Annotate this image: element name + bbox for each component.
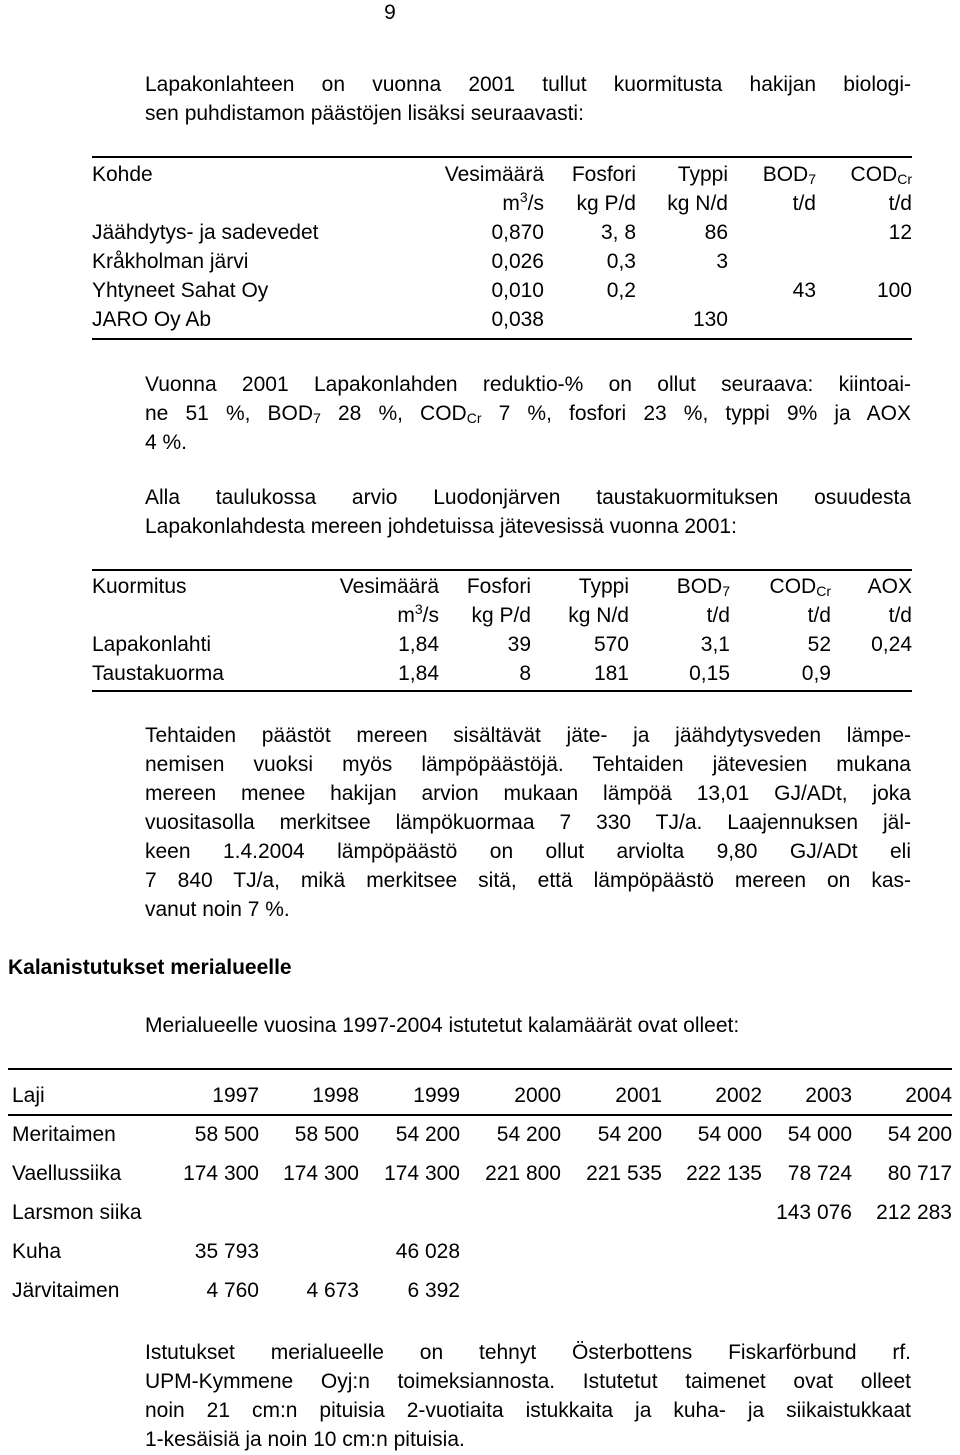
page-number: 9: [384, 1, 396, 24]
background-intro-line: Alla taulukossa arvio Luodonjärven taustakuormituksen osuudesta: [145, 486, 911, 509]
table-cell: 0,026: [491, 250, 544, 273]
table-cell: 0,870: [491, 221, 544, 244]
bod-label: BOD: [762, 163, 809, 186]
table-cell: Järvitaimen: [12, 1279, 120, 1302]
table-cell: 221 800: [485, 1162, 561, 1185]
table-cell: 1,84: [398, 662, 439, 685]
column-header: 2001: [615, 1084, 662, 1107]
table-cell: 6 392: [407, 1279, 460, 1302]
closing-paragraph: [145, 1338, 911, 1454]
column-header: 2000: [514, 1084, 561, 1107]
table-row: [92, 305, 912, 334]
table-cell: [831, 659, 912, 688]
table-cell: 54 200: [887, 1123, 952, 1146]
table-cell: [762, 1271, 852, 1310]
background-intro-paragraph: [145, 483, 911, 541]
table-cell: 570: [593, 633, 629, 656]
table-cell: 46 028: [395, 1240, 460, 1263]
table-cell: 3,1: [700, 633, 730, 656]
table-units-row: [92, 601, 912, 630]
unit-cell: $m^3/s$: [502, 189, 544, 215]
unit-cell: kg P/d: [471, 604, 531, 627]
table-cell: [259, 1193, 359, 1232]
table-row: [12, 1232, 952, 1271]
table-cell: Larsmon siika: [12, 1201, 142, 1224]
table-cell: 100: [876, 279, 912, 302]
column-header: Laji: [12, 1084, 45, 1107]
intro-line: sen puhdistamon päästöjen lisäksi seuraavasti:: [145, 102, 584, 125]
closing-line: Istutukset merialueelle on tehnyt Österbottens Fiskarförbund rf.: [145, 1341, 911, 1364]
table-cell: 80 717: [887, 1162, 952, 1185]
unit-cell: t/d: [888, 604, 912, 627]
table-cell: [662, 1232, 762, 1271]
table-top-rule: [92, 156, 912, 158]
table-cell: [561, 1193, 662, 1232]
column-header: 2002: [715, 1084, 762, 1107]
table-top-rule: [92, 569, 912, 571]
unit-cell: [92, 601, 317, 630]
table-row: [12, 1193, 952, 1232]
table-cell: 8: [519, 662, 531, 685]
table-cell: 35 793: [194, 1240, 259, 1263]
column-header: Vesimäärä: [444, 163, 544, 186]
table-cell: 58 500: [194, 1123, 259, 1146]
reduction-line: ne 51 %, $BOD_7$ 28 %, $COD_{Cr}$ 7 %, fosfori 23 %, typpi 9% ja AOX: [145, 402, 911, 426]
column-header: AOX: [867, 575, 912, 598]
table-cell: 222 135: [686, 1162, 762, 1185]
table-cell: [561, 1232, 662, 1271]
table-row: [12, 1154, 952, 1193]
table-row: [12, 1115, 952, 1154]
heat-line: 7 840 TJ/a, mikä merkitsee sitä, että lämpöpäästö mereen on kas-: [145, 869, 911, 892]
table-cell: [662, 1193, 762, 1232]
column-header: Typpi: [677, 163, 728, 186]
table-cell: 143 076: [776, 1201, 852, 1224]
table-cell: 0,038: [491, 308, 544, 331]
table-units-row: [92, 189, 912, 218]
table-cell: 221 535: [586, 1162, 662, 1185]
table-cell: [762, 1232, 852, 1271]
table-cell: [460, 1193, 561, 1232]
table-cell: 43: [792, 279, 816, 302]
table-cell: 174 300: [384, 1162, 460, 1185]
heat-line: mereen menee hakijan arvion mukaan lämpöä 13,01 GJ/ADt, joka: [145, 782, 911, 805]
table-cell: [359, 1193, 460, 1232]
table-cell: 52: [807, 633, 831, 656]
unit-cell: kg N/d: [667, 192, 728, 215]
table-cell: [561, 1271, 662, 1310]
column-header: [728, 160, 816, 189]
fish-stocking-table: [12, 1076, 952, 1310]
table-cell: [852, 1271, 952, 1310]
table-cell: 4 673: [306, 1279, 359, 1302]
table-top-rule: [8, 1068, 952, 1070]
table-cell: Vaellussiika: [12, 1162, 122, 1185]
table-cell: 1,84: [398, 633, 439, 656]
table-cell: [728, 218, 816, 247]
cod-subscript: Cr: [897, 171, 912, 187]
table-header-row: [92, 572, 912, 601]
table-cell: 54 200: [395, 1123, 460, 1146]
table-cell: 212 283: [876, 1201, 952, 1224]
heat-line: vuositasolla merkitsee lämpökuormaa 7 330 TJ/a. Laajennuksen jäl-: [145, 811, 911, 834]
table-cell: [636, 276, 728, 305]
intro-line: Lapakonlahteen on vuonna 2001 tullut kuormitusta hakijan biologi-: [145, 73, 911, 96]
table-cell: 0,3: [606, 250, 636, 273]
table-cell: [172, 1193, 259, 1232]
table-bottom-rule: [92, 338, 912, 340]
column-header: 2003: [805, 1084, 852, 1107]
unit-cell: kg P/d: [576, 192, 636, 215]
table-cell: 58 500: [294, 1123, 359, 1146]
table-cell: 54 200: [597, 1123, 662, 1146]
discharge-table: [92, 160, 912, 334]
unit-cell: t/d: [706, 604, 730, 627]
heat-line: Tehtaiden päästöt mereen sisältävät jäte- ja jäähdytysveden lämpe-: [145, 724, 911, 747]
column-header: $COD_{Cr}$: [769, 575, 831, 599]
table-cell: 54 000: [697, 1123, 762, 1146]
column-header: $BOD_7$: [676, 575, 730, 599]
table-cell: 0,15: [689, 662, 730, 685]
table-row: [92, 218, 912, 247]
table-cell: Meritaimen: [12, 1123, 116, 1146]
table-cell: 130: [692, 308, 728, 331]
table-cell: [662, 1271, 762, 1310]
reduction-line: Vuonna 2001 Lapakonlahden reduktio-% on ollut seuraava: kiintoai-: [145, 373, 911, 396]
table-cell: [460, 1232, 561, 1271]
column-header: [816, 160, 912, 189]
table-cell: Taustakuorma: [92, 662, 224, 685]
table-cell: 78 724: [787, 1162, 852, 1185]
column-header: 2004: [905, 1084, 952, 1107]
table-cell: 39: [507, 633, 531, 656]
unit-cell: $m^3/s$: [397, 601, 439, 627]
heat-paragraph: [145, 721, 911, 924]
column-header: 1998: [312, 1084, 359, 1107]
table-cell: [852, 1232, 952, 1271]
column-header: 1999: [413, 1084, 460, 1107]
table-cell: [728, 247, 816, 276]
section-heading: Kalanistutukset merialueelle: [8, 956, 292, 979]
table-cell: JARO Oy Ab: [92, 308, 212, 331]
heat-line: nemisen vuoksi myös lämpöpäästöjä. Tehtaiden jätevesien mukana: [145, 753, 911, 776]
column-header: Typpi: [578, 575, 629, 598]
intro-paragraph: [145, 70, 911, 128]
column-header: Vesimäärä: [339, 575, 439, 598]
table-cell: Lapakonlahti: [92, 633, 212, 656]
table-cell: 174 300: [183, 1162, 259, 1185]
table-bottom-rule: [92, 690, 912, 692]
table-cell: 54 000: [787, 1123, 852, 1146]
table-cell: [816, 305, 912, 334]
unit-cell: [92, 189, 414, 218]
column-header: Kuormitus: [92, 575, 187, 598]
table-row: [92, 276, 912, 305]
table-cell: [460, 1271, 561, 1310]
table-cell: 3, 8: [600, 221, 636, 244]
unit-cell: t/d: [807, 604, 831, 627]
table-cell: 0,2: [606, 279, 636, 302]
table-cell: 174 300: [283, 1162, 359, 1185]
unit-cell: t/d: [792, 192, 816, 215]
closing-line: 1-kesäisiä ja noin 10 cm:n pituisia.: [145, 1428, 465, 1451]
table-header-row: [92, 160, 912, 189]
table-cell: 12: [888, 221, 912, 244]
table-cell: [544, 305, 636, 334]
table-cell: 0,010: [491, 279, 544, 302]
reduction-line: 4 %.: [145, 431, 188, 454]
closing-line: UPM-Kymmene Oyj:n toimeksiannosta. Istutetut taimenet ovat olleet: [145, 1370, 911, 1393]
table-cell: 4 760: [206, 1279, 259, 1302]
heat-line: keen 1.4.2004 lämpöpäästö on ollut arviolta 9,80 GJ/ADt eli: [145, 840, 911, 863]
table-header-rule: [8, 1114, 952, 1116]
column-header: Kohde: [92, 163, 153, 186]
column-header: Fosfori: [571, 163, 636, 186]
column-header: 1997: [212, 1084, 259, 1107]
unit-cell: t/d: [888, 192, 912, 215]
table-cell: 181: [593, 662, 629, 685]
unit-cell: kg N/d: [568, 604, 629, 627]
table-header-row: [12, 1076, 952, 1115]
fish-intro: Merialueelle vuosina 1997-2004 istutetut kalamäärät ovat olleet:: [145, 1014, 740, 1037]
table-cell: Yhtyneet Sahat Oy: [92, 279, 269, 302]
background-intro-line: Lapakonlahdesta mereen johdetuissa jätevesissä vuonna 2001:: [145, 515, 737, 538]
bod-subscript: 7: [808, 171, 816, 187]
table-row: [92, 659, 912, 688]
background-load-table: [92, 572, 912, 688]
table-row: [92, 247, 912, 276]
table-cell: 0,24: [871, 633, 912, 656]
table-cell: [728, 305, 816, 334]
table-cell: 0,9: [801, 662, 831, 685]
table-row: [12, 1271, 952, 1310]
table-cell: [816, 247, 912, 276]
cod-label: COD: [850, 163, 898, 186]
heat-line: vanut noin 7 %.: [145, 898, 290, 921]
table-cell: Jäähdytys- ja sadevedet: [92, 221, 319, 244]
table-cell: [259, 1232, 359, 1271]
closing-line: noin 21 cm:n pituisia 2-vuotiaita istukkaita ja kuha- ja siikaistukkaat: [145, 1399, 911, 1422]
table-row: [92, 630, 912, 659]
table-cell: 86: [704, 221, 728, 244]
column-header: Fosfori: [466, 575, 531, 598]
table-cell: Kråkholman järvi: [92, 250, 249, 273]
table-cell: 3: [716, 250, 728, 273]
reduction-paragraph: [145, 370, 911, 457]
table-cell: 54 200: [496, 1123, 561, 1146]
table-cell: Kuha: [12, 1240, 62, 1263]
